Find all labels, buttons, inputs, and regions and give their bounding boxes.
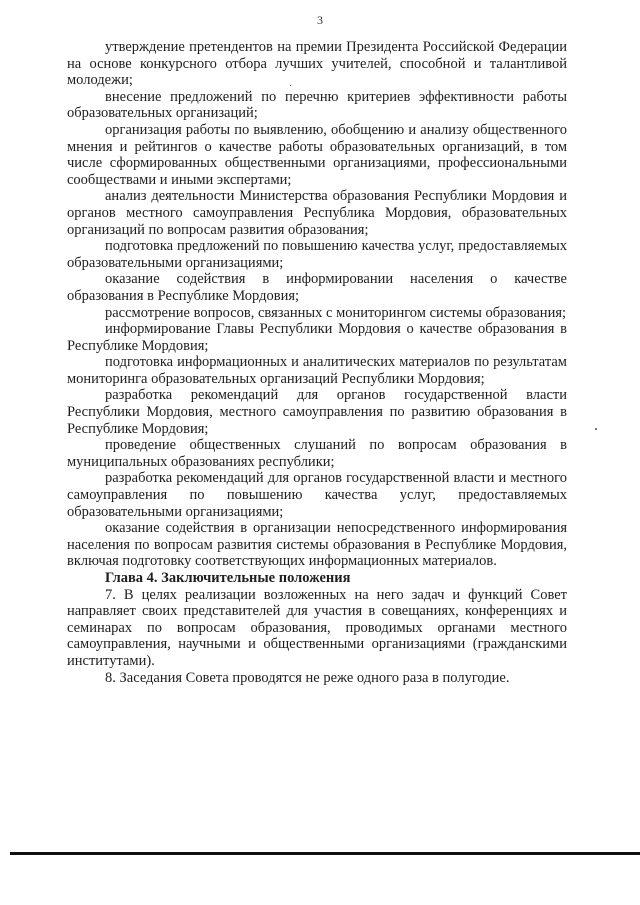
chapter-heading: Глава 4. Заключительные положения: [105, 570, 351, 586]
paragraph: 7. В целях реализации возложенных на него задач и функций Совет направляет своих представителей для участия в совещаниях, конференциях и семинарах по вопросам образования, проводимых органами местного самоуправления, научными и общественными организациями (гражданскими институтами).: [67, 586, 567, 669]
list-item: внесение предложений по перечню критериев эффективности работы образовательных организаций;: [67, 88, 567, 122]
list-item: проведение общественных слушаний по вопросам образования в муниципальных образованиях республики;: [67, 437, 567, 470]
bottom-rule: [10, 852, 640, 855]
list-item: анализ деятельности Министерства образования Республики Мордовия и органов местного самоуправления Республика Мордовия, образовательных организаций по вопросам развития образования;: [67, 188, 567, 238]
list-item: разработка рекомендаций для органов государственной власти Республики Мордовия, местного самоуправления по развитию образования в Республике Мордовия;: [67, 387, 567, 437]
list-item: подготовка предложений по повышению качества услуг, предоставляемых образовательными организациями;: [67, 238, 567, 271]
list-item: оказание содействия в информировании населения о качестве образования в Республике Мордовия;: [67, 271, 567, 304]
list-item: утверждение претендентов на премии Президента Российской Федерации на основе конкурсного отбора лучших учителей, способной и талантливой молодежи;: [67, 39, 567, 89]
list-item: оказание содействия в организации непосредственного информирования населения по вопросам развития системы образования в Республике Мордовия, включая подготовку соответствующих информационных материалов.: [67, 520, 567, 570]
list-item: подготовка информационных и аналитических материалов по результатам мониторинга образовательных организаций Республики Мордовия;: [67, 354, 567, 387]
list-item: информирование Главы Республики Мордовия о качестве образования в Республике Мордовия;: [67, 321, 567, 354]
scan-speck: [595, 428, 597, 430]
page-number: 3: [317, 13, 323, 27]
list-item: организация работы по выявлению, обобщению и анализу общественного мнения и рейтингов о качестве работы образовательных организаций, в том числе сформированных общественными организациями, профессиональными сообществами и иными экспертами;: [67, 121, 567, 188]
scan-speck: [290, 85, 291, 86]
paragraph: 8. Заседания Совета проводятся не реже одного раза в полугодие.: [105, 669, 510, 686]
document-body: [67, 39, 567, 686]
list-item: рассмотрение вопросов, связанных с мониторингом системы образования;: [105, 304, 567, 321]
list-item: разработка рекомендаций для органов государственной власти и местного самоуправления по повышению качества услуг, предоставляемых образовательными организациями;: [67, 470, 567, 520]
